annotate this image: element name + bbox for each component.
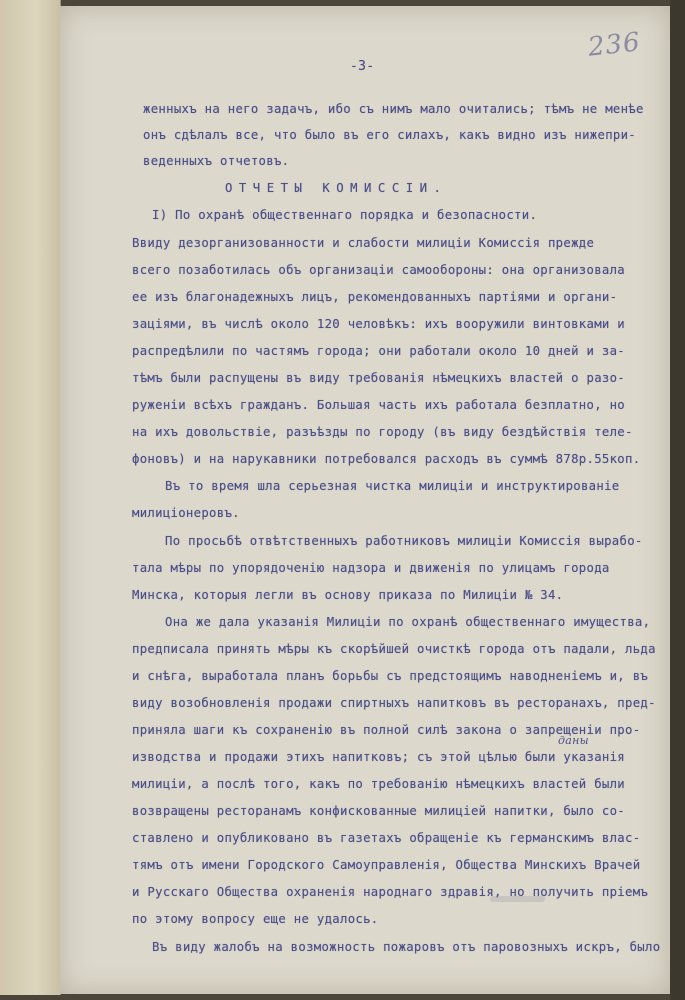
- text-line: руженіи всѣхъ гражданъ. Большая часть ихъ работала безплатно, но: [132, 398, 626, 412]
- text-line: Она же дала указанія Милиціи по охранѣ общественнаго имущества,: [165, 615, 651, 629]
- text-line: и Русскаго Общества охраненія народнаго здравія, но получить пріемъ: [132, 885, 649, 899]
- text-line: виду возобновленія продажи спиртныхъ напитковъ въ ресторанахъ, пред-: [132, 696, 656, 710]
- underlying-sheet: [0, 0, 61, 995]
- text-line: женныхъ на него задачъ, ибо съ нимъ мало очитались; тѣмъ не менѣе: [143, 102, 644, 116]
- text-line: веденныхъ отчетовъ.: [143, 154, 290, 168]
- text-line: всего позаботилась объ организаціи самообороны: она организовала: [132, 263, 626, 277]
- subsection-heading: I) По охранѣ общественнаго порядка и безопасности.: [152, 208, 538, 222]
- text-line: приняла шаги къ сохраненію въ полной силѣ закона о запрещеніи про-: [132, 723, 641, 737]
- archive-folio-number: 236: [586, 27, 643, 63]
- ink-smudge: [490, 896, 545, 902]
- text-line: По просьбѣ отвѣтственныхъ работниковъ милиціи Комиссія вырабо-: [165, 534, 643, 548]
- text-line: тямъ отъ имени Городского Самоуправленія, Общества Минскихъ Врачей: [132, 858, 641, 872]
- text-line: Въ виду жалобъ на возможность пожаровъ отъ паровозныхъ искръ, было: [152, 940, 661, 954]
- section-heading: ОТЧЕТЫ КОМИССІИ.: [225, 181, 448, 195]
- text-line: тѣмъ были распущены въ виду требованія нѣмецкихъ властей о разо-: [132, 371, 626, 385]
- text-line: возвращены ресторанамъ конфискованные милиціей напитки, было со-: [132, 804, 626, 818]
- text-line: Ввиду дезорганизованности и слабости милиціи Комиссія прежде: [132, 236, 595, 250]
- text-line: милиціонеровъ.: [132, 506, 240, 520]
- text-line: фоновъ) и на нарукавники потребовался расходъ въ суммѣ 878р.55коп.: [132, 452, 641, 466]
- text-line: онъ сдѣлалъ все, что было въ его силахъ, какъ видно изъ нижепри-: [143, 128, 637, 142]
- text-line: заціями, въ числѣ около 120 человѣкъ: ихъ вооружили винтовками и: [132, 317, 626, 331]
- handwritten-insertion: даны: [558, 734, 589, 747]
- text-line: ее изъ благонадежныхъ лицъ, рекомендованныхъ партіями и органи-: [132, 290, 618, 304]
- typewritten-text: [60, 6, 670, 994]
- text-line: милиціи, а послѣ того, какъ по требованію нѣмецкихъ властей были: [132, 777, 626, 791]
- text-line: Минска, которыя легли въ основу приказа по Милиціи № 34.: [132, 588, 564, 602]
- text-line: распредѣлили по частямъ города; они работали около 10 дней и за-: [132, 344, 626, 358]
- text-line: на ихъ довольствіе, разъѣзды по городу (въ виду бездѣйствія теле-: [132, 425, 633, 439]
- text-line: по этому вопросу еще не удалось.: [132, 912, 379, 926]
- text-line: предписала принять мѣры къ скорѣйшей очисткѣ города отъ падали, льда: [132, 642, 656, 656]
- text-line: и снѣга, выработала планъ борьбы съ предстоящимъ наводненіемъ и, въ: [132, 669, 649, 683]
- text-line: ставлено и опубликовано въ газетахъ обращеніе къ германскимъ влас-: [132, 831, 641, 845]
- page-edge-shadow: [670, 0, 685, 1000]
- document-page: [60, 6, 670, 994]
- text-line: изводства и продажи этихъ напитковъ; съ этой цѣлью были указанія: [132, 750, 626, 764]
- page-number: -3-: [350, 59, 375, 74]
- text-line: Въ то время шла серьезная чистка милиціи и инструктированіе: [165, 479, 620, 493]
- text-line: тала мѣры по упорядоченію надзора и движенія по улицамъ города: [132, 561, 610, 575]
